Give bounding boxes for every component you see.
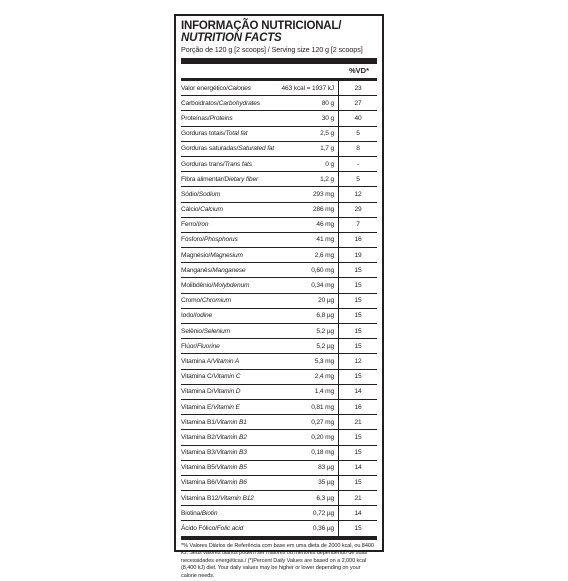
nutrient-vd: 15 xyxy=(338,324,377,338)
nutrient-name-en: Calcium xyxy=(200,206,223,214)
nutrient-amount: 6,3 µg xyxy=(316,494,334,502)
nutrition-facts-panel xyxy=(174,14,384,579)
nutrient-name-en: Vitamin B1 xyxy=(216,418,247,426)
nutrient-name xyxy=(181,191,278,198)
nutrient-vd: 29 xyxy=(338,203,377,217)
nutrient-row xyxy=(181,81,377,96)
nutrient-amount: 463 kcal = 1937 kJ xyxy=(281,84,334,92)
nutrient-vd: 15 xyxy=(338,521,377,535)
nutrient-vd: 15 xyxy=(338,263,377,277)
nutrient-name xyxy=(181,176,278,183)
nutrient-name-pt: Cálcio/ xyxy=(181,206,201,214)
nutrient-name-pt: Valor energético/ xyxy=(181,84,228,92)
nutrient-row xyxy=(181,127,377,142)
nutrient-name-pt: Vitamina B2/ xyxy=(181,433,217,441)
nutrient-name-en: Carbohydrates xyxy=(218,99,260,107)
nutrient-name-en: Folic acid xyxy=(216,525,244,533)
nutrient-vd: 16 xyxy=(338,400,377,414)
nutrient-vd: 15 xyxy=(338,476,377,490)
nutrient-vd: 15 xyxy=(338,446,377,460)
nutrient-vd: 5 xyxy=(338,127,377,141)
nutrient-vd: 5 xyxy=(338,172,377,186)
nutrient-amount: 0,34 mg xyxy=(311,282,334,290)
nutrient-name-en: Vitamin B6 xyxy=(216,479,247,487)
nutrient-row xyxy=(181,506,377,521)
nutrient-name-pt: Vitamina D/ xyxy=(181,388,214,396)
nutrient-name-pt: Vitamina B1/ xyxy=(181,418,217,426)
nutrient-vd: 15 xyxy=(338,339,377,353)
nutrient-name xyxy=(181,343,278,350)
nutrient-row xyxy=(181,521,377,536)
nutrient-name xyxy=(181,510,278,517)
nutrient-amount: 5,2 µg xyxy=(316,327,334,335)
nutrient-amount: 80 g xyxy=(321,99,334,107)
nutrient-row xyxy=(181,309,377,324)
nutrient-amount: 6,8 µg xyxy=(316,312,334,320)
nutrient-amount: 0,81 mg xyxy=(311,403,334,411)
nutrient-amount: 20 µg xyxy=(318,297,334,305)
nutrient-row xyxy=(181,294,377,309)
nutrient-row xyxy=(181,324,377,339)
nutrient-name xyxy=(181,479,278,486)
nutrient-name-en: Total fat xyxy=(225,130,248,138)
nutrient-row xyxy=(181,430,377,445)
nutrient-amount: 1,4 mg xyxy=(314,388,334,396)
nutrient-name xyxy=(181,525,278,532)
nutrient-row xyxy=(181,491,377,506)
nutrient-amount: 0,36 µg xyxy=(312,525,334,533)
nutrient-row xyxy=(181,461,377,476)
nutrient-vd: 16 xyxy=(338,233,377,247)
nutrient-name xyxy=(181,358,278,365)
nutrient-amount: 1,2 g xyxy=(320,175,334,183)
nutrient-vd: 40 xyxy=(338,111,377,125)
nutrient-amount: 2,5 g xyxy=(320,130,334,138)
nutrient-row xyxy=(181,111,377,126)
nutrient-name-pt: Vitamina E/ xyxy=(181,403,213,411)
nutrient-name-pt: Cromo/ xyxy=(181,297,202,305)
nutrient-name-pt: Gorduras trans/ xyxy=(181,160,225,168)
nutrient-name-en: Molybdenum xyxy=(213,282,250,290)
nutrient-name-en: Proteins xyxy=(209,114,233,122)
nutrient-name xyxy=(181,145,278,152)
nutrient-vd: 12 xyxy=(338,187,377,201)
nutrient-name-pt: Flúor/ xyxy=(181,342,197,350)
nutrient-amount: 0,60 mg xyxy=(311,266,334,274)
nutrient-vd: 23 xyxy=(338,81,377,95)
nutrient-amount: 1,7 g xyxy=(320,145,334,153)
nutrient-name-pt: Magnésio/ xyxy=(181,251,211,259)
nutrient-name xyxy=(181,221,278,228)
nutrient-vd: 14 xyxy=(338,385,377,399)
nutrient-amount: 46 mg xyxy=(316,221,334,229)
nutrient-name-en: Vitamin B12 xyxy=(219,494,254,502)
nutrient-name-en: Vitamin B5 xyxy=(216,464,247,472)
nutrient-name-en: Saturated fat xyxy=(238,145,275,153)
nutrient-name-en: Sodium xyxy=(198,190,221,198)
nutrient-name xyxy=(181,419,278,426)
nutrient-row xyxy=(181,187,377,202)
nutrient-name-pt: Vitamina B12/ xyxy=(181,494,220,502)
nutrient-vd: 14 xyxy=(338,506,377,520)
nutrient-name-pt: Vitamina B5/ xyxy=(181,464,217,472)
nutrient-name-pt: Ácido Fólico/ xyxy=(181,525,217,533)
nutrient-amount: 0,20 mg xyxy=(311,433,334,441)
vd-header xyxy=(181,64,377,76)
nutrient-row xyxy=(181,415,377,430)
vd-header-label: %VD* xyxy=(348,65,369,75)
nutrient-amount: 0,18 mg xyxy=(311,449,334,457)
serving-size: Porção de 120 g [2 scoops] / Serving size 120 g [2 scoops] xyxy=(181,45,363,54)
nutrient-name-en: Trans fats xyxy=(224,160,252,168)
nutrient-row xyxy=(181,157,377,172)
nutrient-amount: 30 g xyxy=(321,114,334,122)
nutrient-name-en: Iodine xyxy=(194,312,212,320)
nutrient-name-en: Phosphorus xyxy=(204,236,238,244)
nutrient-name xyxy=(181,373,278,380)
nutrient-name-pt: Proteínas/ xyxy=(181,114,210,122)
nutrient-amount: 5,2 µg xyxy=(316,342,334,350)
nutrient-name xyxy=(181,282,278,289)
nutrient-row xyxy=(181,278,377,293)
nutrient-row xyxy=(181,446,377,461)
nutrient-name xyxy=(181,252,278,259)
nutrient-name-pt: Sódio/ xyxy=(181,190,199,198)
nutrient-name-en: Dietary fiber xyxy=(224,175,259,183)
nutrient-vd: 15 xyxy=(338,370,377,384)
nutrient-name-pt: Vitamina C/ xyxy=(181,373,214,381)
nutrient-name xyxy=(181,464,278,471)
nutrient-name-pt: Ferro/ xyxy=(181,221,198,229)
nutrient-name-pt: Gorduras totais/ xyxy=(181,130,226,138)
nutrient-name xyxy=(181,85,278,92)
nutrient-name-pt: Fibra alimentar/ xyxy=(181,175,225,183)
nutrient-name-pt: Vitamina B3/ xyxy=(181,449,217,457)
nutrient-row xyxy=(181,96,377,111)
nutrient-name-en: Vitamin C xyxy=(213,373,241,381)
nutrient-name-pt: Manganês/ xyxy=(181,266,213,274)
nutrient-name xyxy=(181,161,278,168)
nutrient-table xyxy=(181,81,377,537)
nutrient-amount: 2,4 mg xyxy=(314,373,334,381)
title-english: NUTRITION FACTS xyxy=(181,32,282,44)
nutrient-amount: 83 µg xyxy=(318,464,334,472)
nutrient-vd: 12 xyxy=(338,354,377,368)
nutrient-amount: 0,27 mg xyxy=(311,418,334,426)
nutrient-row xyxy=(181,339,377,354)
nutrient-name-pt: Biotina/ xyxy=(181,509,202,517)
nutrient-vd: 19 xyxy=(338,248,377,262)
nutrient-name xyxy=(181,115,278,122)
nutrient-name xyxy=(181,434,278,441)
nutrient-name-en: Chromium xyxy=(201,297,231,305)
nutrient-row xyxy=(181,370,377,385)
nutrient-name xyxy=(181,495,278,502)
nutrient-name xyxy=(181,267,278,274)
nutrient-vd: 27 xyxy=(338,96,377,110)
nutrient-name-pt: Vitamina B6/ xyxy=(181,479,217,487)
nutrient-row xyxy=(181,476,377,491)
nutrient-name-en: Selenium xyxy=(203,327,230,335)
nutrient-vd: 7 xyxy=(338,218,377,232)
nutrient-amount: 286 mg xyxy=(312,206,334,214)
nutrient-name xyxy=(181,328,278,335)
nutrient-name-en: Vitamin D xyxy=(213,388,241,396)
nutrient-name-pt: Gorduras saturadas/ xyxy=(181,145,239,153)
nutrient-name-en: Vitamin B3 xyxy=(216,449,247,457)
nutrient-name-pt: Vitamina A/ xyxy=(181,357,213,365)
footnote: *% Valores Diários de Referência com base em uma dieta de 2000 kcal, ou 8400 kJ. Seus valores diários podem ser maiores ou menores dependendo de suas necessidades energéticas./ (*)Percent Daily Values are based on a 2,000 kcal (8,400 kJ) diet. Your daily values may be higher or lower depending on your calorie needs. xyxy=(181,537,377,581)
nutrient-name xyxy=(181,297,278,304)
nutrient-name-en: Vitamin A xyxy=(212,357,240,365)
nutrient-name-en: Fluorine xyxy=(196,342,220,350)
nutrient-vd: 15 xyxy=(338,309,377,323)
nutrient-row xyxy=(181,233,377,248)
title-portuguese: INFORMAÇÃO NUTRICIONAL/ xyxy=(181,20,342,32)
nutrient-name xyxy=(181,100,278,107)
nutrient-name-pt: Selênio/ xyxy=(181,327,204,335)
nutrient-name xyxy=(181,404,278,411)
nutrient-name xyxy=(181,312,278,319)
nutrient-amount: 41 mg xyxy=(316,236,334,244)
nutrient-row xyxy=(181,354,377,369)
nutrient-amount: 5,3 mg xyxy=(314,357,334,365)
nutrient-row xyxy=(181,218,377,233)
nutrient-row xyxy=(181,248,377,263)
nutrient-row xyxy=(181,172,377,187)
nutrient-vd: 14 xyxy=(338,461,377,475)
nutrient-amount: 35 µg xyxy=(318,479,334,487)
nutrient-name-en: Iron xyxy=(197,221,209,229)
nutrient-name-en: Biotin xyxy=(201,509,218,517)
nutrient-amount: 2,6 mg xyxy=(314,251,334,259)
nutrient-name xyxy=(181,236,278,243)
nutrient-name-en: Magnesium xyxy=(210,251,243,259)
nutrient-vd: 15 xyxy=(338,278,377,292)
nutrient-name xyxy=(181,206,278,213)
nutrient-vd: 8 xyxy=(338,142,377,156)
nutrient-row xyxy=(181,385,377,400)
nutrient-amount: 0 g xyxy=(325,160,334,168)
nutrient-row xyxy=(181,142,377,157)
nutrient-vd: 21 xyxy=(338,491,377,505)
nutrient-row xyxy=(181,203,377,218)
nutrient-name-pt: Carboidratos/ xyxy=(181,99,219,107)
nutrient-name-en: Manganese xyxy=(212,266,246,274)
nutrient-vd: 21 xyxy=(338,415,377,429)
nutrient-name-pt: Molibdênio/ xyxy=(181,282,214,290)
nutrient-name-pt: Iodo/ xyxy=(181,312,195,320)
nutrient-name-en: Vitamin E xyxy=(212,403,240,411)
nutrient-name xyxy=(181,449,278,456)
nutrient-name-en: Vitamin B2 xyxy=(216,433,247,441)
nutrient-name-en: Calories xyxy=(227,84,251,92)
nutrient-amount: 0,72 µg xyxy=(312,509,334,517)
nutrient-vd: - xyxy=(338,157,377,171)
nutrient-amount: 293 mg xyxy=(312,190,334,198)
nutrient-vd: 15 xyxy=(338,430,377,444)
nutrient-name xyxy=(181,388,278,395)
nutrient-vd: 15 xyxy=(338,294,377,308)
nutrient-row xyxy=(181,263,377,278)
nutrient-row xyxy=(181,400,377,415)
nutrient-name xyxy=(181,130,278,137)
nutrient-name-pt: Fósforo/ xyxy=(181,236,204,244)
